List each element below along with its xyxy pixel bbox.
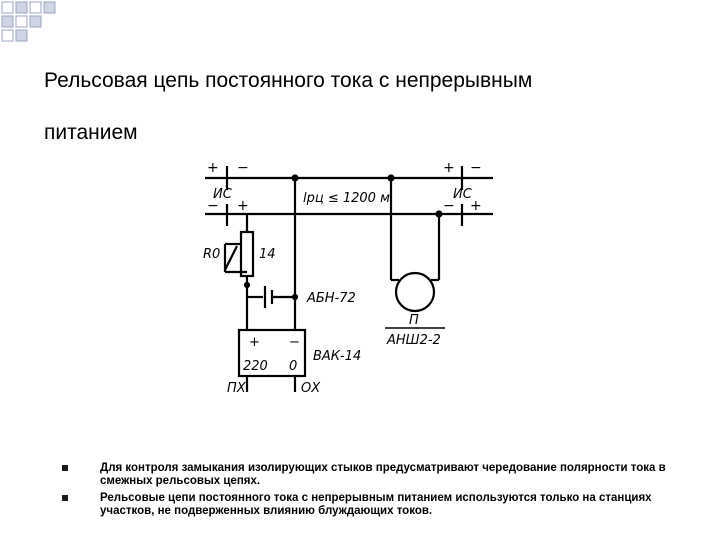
svg-text:−: − xyxy=(443,198,455,214)
relay-anshe xyxy=(396,273,434,311)
corner-grid-decoration xyxy=(0,0,120,50)
rect-220-label: 220 xyxy=(243,359,268,374)
r0-label: R0 xyxy=(203,247,221,262)
svg-text:+: + xyxy=(470,198,482,214)
bullet-square-icon xyxy=(62,465,68,471)
rect-0-label: 0 xyxy=(289,359,298,374)
relay-p-label: П xyxy=(409,313,419,328)
bullet-list xyxy=(62,462,702,522)
bullet-text: Для контроля замыкания изолирующих стыков предусматривают чередование полярности тока в смежных рельсовых цепях. xyxy=(100,462,666,487)
resistor-r0 xyxy=(241,232,253,276)
is-right-label: ИС xyxy=(453,187,472,202)
rect-plus-label: + xyxy=(249,335,260,350)
resistor-number-label: 14 xyxy=(259,247,276,262)
rectifier-label: ВАК-14 xyxy=(313,349,362,364)
is-left-label: ИС xyxy=(213,187,232,202)
svg-text:+: + xyxy=(207,160,219,176)
bullet-square-icon xyxy=(62,495,68,501)
relay-type-label: АНШ2-2 xyxy=(387,333,441,348)
svg-text:+: + xyxy=(237,198,249,214)
title-line-2: питанием xyxy=(44,121,138,144)
ox-label: ОХ xyxy=(301,381,321,396)
title-line-1: Рельсовая цепь постоянного тока с непрерывным xyxy=(44,69,533,92)
px-label: ПХ xyxy=(227,381,246,396)
battery-label: АБН-72 xyxy=(307,291,356,306)
svg-text:+: + xyxy=(443,160,455,176)
length-label: lрц ≤ 1200 м xyxy=(303,191,390,206)
bullet-text: Рельсовые цепи постоянного тока с непрерывным питанием используются только на станциях участков, не подверженных влиянию блуждающих токов. xyxy=(100,492,652,517)
svg-text:−: − xyxy=(207,198,219,214)
svg-text:−: − xyxy=(237,160,249,176)
list-item xyxy=(62,492,702,518)
rail-circuit-diagram xyxy=(195,140,515,410)
svg-text:−: − xyxy=(470,160,482,176)
rect-minus-label: − xyxy=(289,335,300,350)
list-item xyxy=(62,462,702,488)
